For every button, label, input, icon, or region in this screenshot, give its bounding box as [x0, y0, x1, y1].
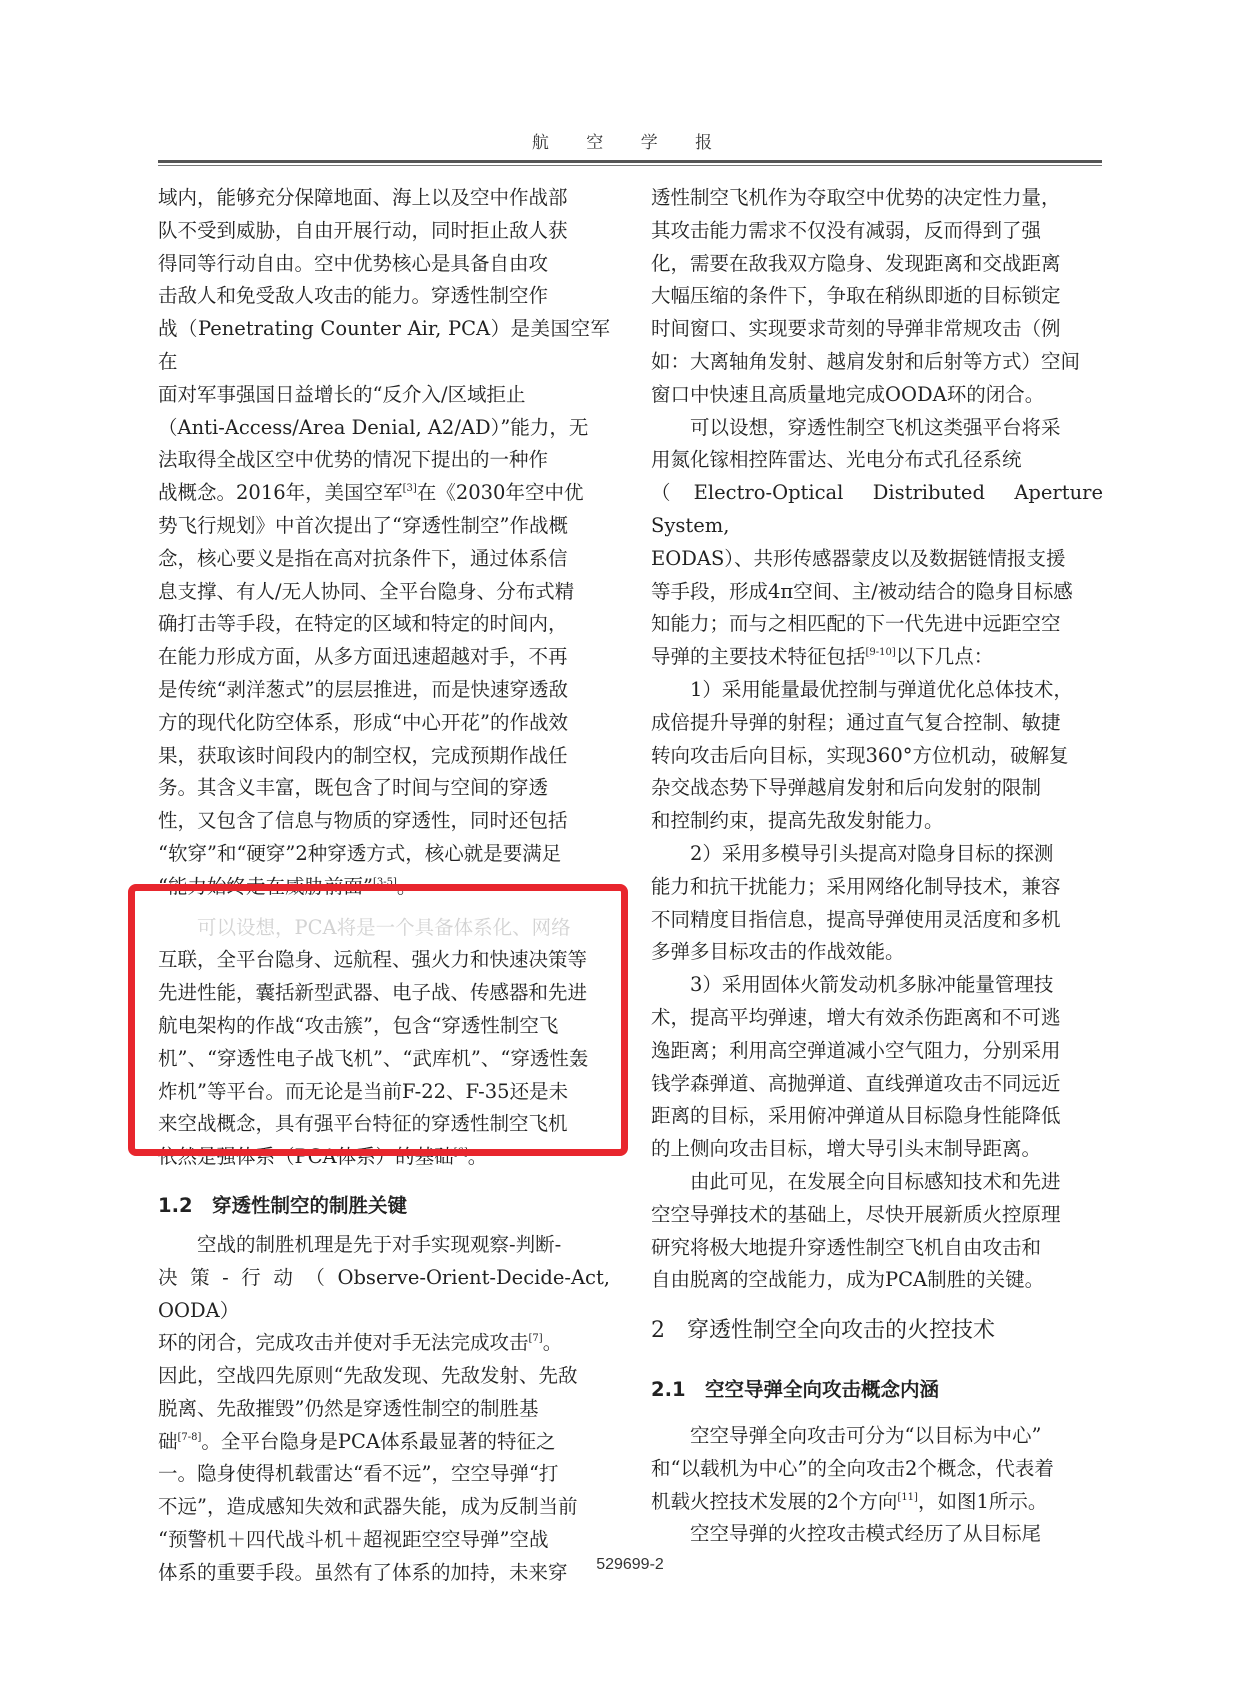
citation-ref: [7] — [528, 1333, 543, 1345]
section-heading: 1.2 穿透性制空的制胜关键 — [158, 1193, 408, 1217]
section-heading: 2 穿透性制空全向攻击的火控技术 — [651, 1318, 995, 1344]
citation-ref: [3-5] — [372, 876, 397, 888]
body-paragraph: 空空导弹全向攻击可分为“以目标为中心” 和“以载机为中心”的全向攻击2个概念，代表着 机载火控技术发展的2个方向[11]，如图1所示。 — [651, 1424, 1054, 1513]
body-paragraph: 域内，能够充分保障地面、海上以及空中作战部 队不受到威胁，自由开展行动，同时拒止敌人获 得同等行动自由。空中优势核心是具备自由攻 击敌人和免受敌人攻击的能力。穿透性制空作 战（Penetrating Counter Air, PCA）是美国空军在 面对军事强国日益增长的“反介入/区域拒止 （Anti-Access/Area Denial, A2/AD）”能力，无 法取得全战区空中优势的情况下提出的一种作 战概念。2016年，美国空军[3]在《2030年空中优 势飞行规划》中首次提出了“穿透性制空”作战概 念，核心要义是指在高对抗条件下，通过体系信 息支撑、有人/无人协同、全平台隐身、分布式精 确打击等手段，在特定的区域和特定的时间内， 在能力形成方面，从多方面迅速超越对手，不再 是传统“剥洋葱式”的层层推进，而是快速穿透敌 方的现代化防空体系，形成“中心开花”的作战效 果，获取该时间段内的制空权，完成预期作战任 务。其含义丰富，既包含了时间与空间的穿透 性，又包含了信息与物质的穿透性，同时还包括 “软穿”和“硬穿”2种穿透方式，核心就是要满足 “能力始终走在威胁前面”[3-5]。 — [158, 186, 610, 898]
subsection-heading: 2.1 空空导弹全向攻击概念内涵 — [651, 1378, 940, 1402]
body-paragraph: 可以设想，穿透性制空飞机这类强平台将采 用氮化镓相控阵雷达、光电分布式孔径系统 （Electro-Optical Distributed Aperture System, EODAS）、共形传感器蒙皮以及数据链情报支援 等手段，形成4π空间、主/被动结合的隐身目标感 知能力；而与之相匹配的下一代先进中远距空空 导弹的主要技术特征包括[9-10]以下几点： — [651, 415, 1103, 669]
list-item: 2）采用多模导引头提高对隐身目标的探测 能力和抗干扰能力；采用网络化制导技术，兼容 不同精度目指信息，提高导弹使用灵活度和多机 多弹多目标攻击的作战效能。 — [651, 841, 1061, 964]
journal-title: 航 空 学 报 — [531, 133, 729, 153]
right-column — [651, 182, 1103, 1551]
citation-ref: [6] — [453, 1147, 468, 1159]
body-paragraph: 透性制空飞机作为夺取空中优势的决定性力量， 其攻击能力需求不仅没有减弱，反而得到了强 化，需要在敌我双方隐身、发现距离和交战距离 大幅压缩的条件下，争取在稍纵即逝的目标锁定 时间窗口、实现要求苛刻的导弹非常规攻击（例 如：大离轴角发射、越肩发射和后射等方式）空间 窗口中快速且高质量地完成OODA环的闭合。 — [651, 186, 1081, 406]
header-rule — [158, 160, 1102, 163]
body-paragraph: 由此可见，在发展全向目标感知技术和先进 空空导弹技术的基础上，尽快开展新质火控原理 研究将极大地提升穿透性制空飞机自由攻击和 自由脱离的空战能力，成为PCA制胜的关键。 — [651, 1169, 1061, 1292]
list-item: 1）采用能量最优控制与弹道优化总体技术， 成倍提升导弹的射程；通过直气复合控制、敏捷 转向攻击后向目标，实现360°方位机动，破解复 杂交战态势下导弹越肩发射和后向发射的限制 和控制约束，提高先敌发射能力。 — [651, 677, 1073, 833]
header-rule-thin — [158, 165, 1102, 166]
citation-ref: [9-10] — [865, 647, 896, 659]
citation-ref: [7-8] — [177, 1431, 202, 1443]
list-item: 3）采用固体火箭发动机多脉冲能量管理技 术，提高平均弹速，增大有效杀伤距离和不可逃 逸距离；利用高空弹道减小空气阻力，分别采用 钱学森弹道、高抛弹道、直线弹道攻击不同远近 距离的目标，采用俯冲弹道从目标隐身性能降低 的上侧向攻击目标，增大导引头末制导距离。 — [651, 973, 1061, 1161]
highlighted-paragraph: 互联，全平台隐身、远航程、强火力和快速决策等 先进性能，囊括新型武器、电子战、传感器和先进 航电架构的作战“攻击簇”，包含“穿透性制空飞 机”、“穿透性电子战飞机”、“武库机”、“穿透性轰 炸机”等平台。而无论是当前F-22、F-35还是未 来空战概念，具有强平台特征的穿透性制空飞机 依然是强体系（PCA体系）的基础[6]。 — [158, 948, 589, 1169]
page-number: 529699-2 — [596, 1556, 664, 1573]
body-paragraph: 空空导弹的火控攻击模式经历了从目标尾 — [690, 1522, 1042, 1546]
body-paragraph: 空战的制胜机理是先于对手实现观察-判断- 决策-行动（Observe-Orient-Decide-Act, OODA） 环的闭合，完成攻击并使对手无法完成攻击[7]。 因此，空战四先原则“先敌发现、先敌发射、先敌 脱离、先敌摧毁”仍然是穿透性制空的制胜基 础[7-8]。全平台隐身是PCA体系最显著的特征之 一。隐身使得机载雷达“看不远”，空空导弹“打 不远”，造成感知失效和武器失能，成为反制当前 “预警机＋四代战斗机＋超视距空空导弹”空战 体系的重要手段。虽然有了体系的加持，未来穿 — [158, 1232, 610, 1584]
citation-ref: [3] — [402, 483, 417, 495]
red-highlight-box — [128, 884, 628, 1159]
citation-ref: [11] — [897, 1491, 918, 1503]
faded-paragraph-line: 可以设想，PCA将是一个具备体系化、网络 — [197, 915, 571, 939]
